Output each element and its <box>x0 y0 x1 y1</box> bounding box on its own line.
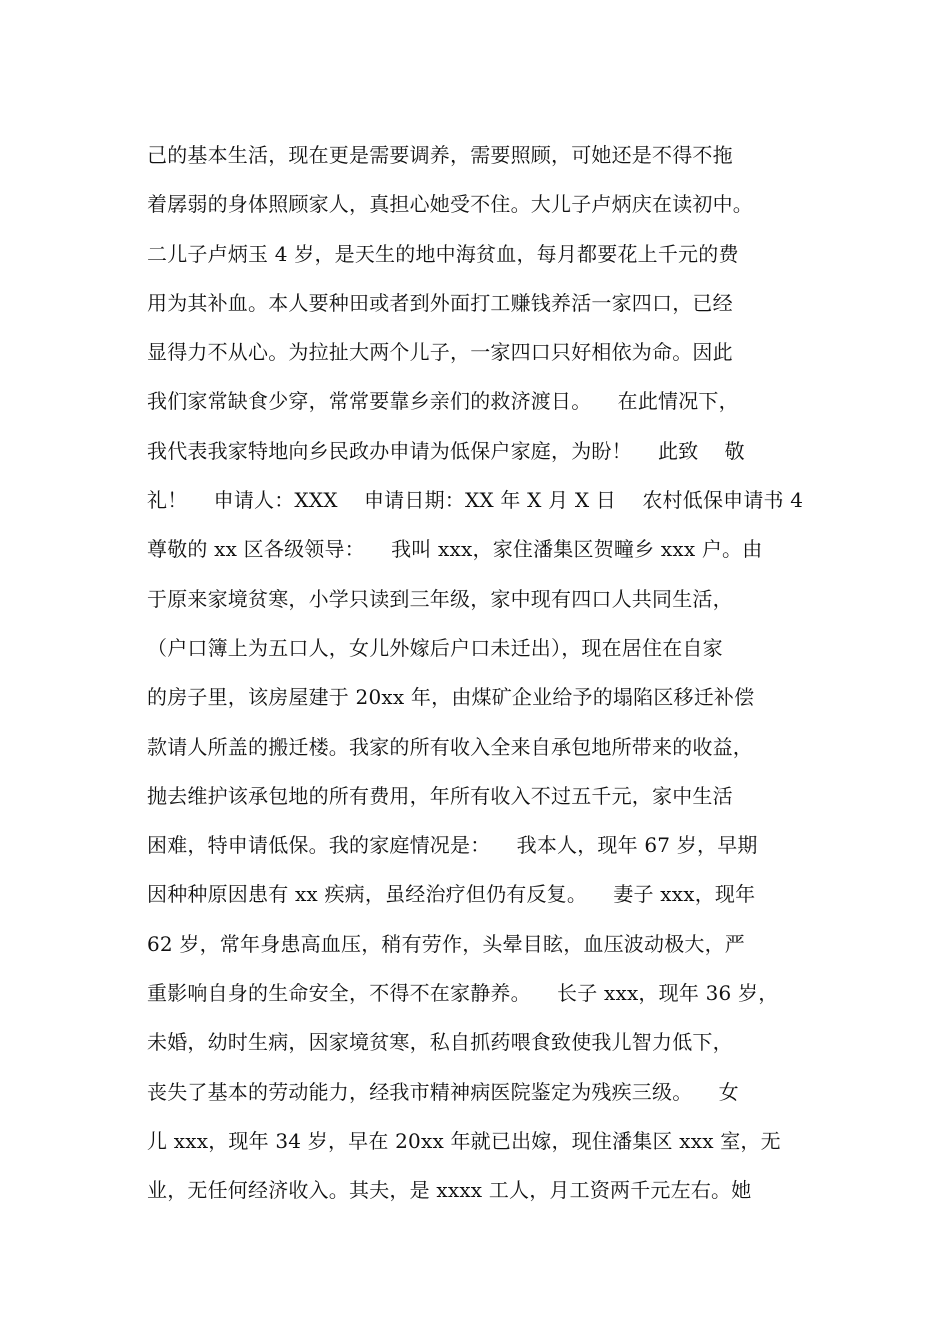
text-line: 我们家常缺食少穿，常常要靠乡亲们的救济渡日。 在此情况下， <box>147 389 739 414</box>
text-line: 于原来家境贫寒，小学只读到三年级，家中现有四口人共同生活， <box>147 586 733 611</box>
text-line: 用为其补血。本人要种田或者到外面打工赚钱养活一家四口，已经 <box>147 290 733 315</box>
text-line: 丧失了基本的劳动能力，经我市精神病医院鉴定为残疾三级。 女 <box>147 1079 739 1104</box>
text-line: 未婚，幼时生病，因家境贫寒，私自抓药喂食致使我儿智力低下， <box>147 1030 733 1055</box>
text-line: 款请人所盖的搬迁楼。我家的所有收入全来自承包地所带来的收益， <box>147 734 753 759</box>
text-line: （户口簿上为五口人，女儿外嫁后户口未迁出），现在居住在自家 <box>147 635 723 660</box>
text-line: 尊敬的 xx 区各级领导： 我叫 xxx，家住潘集区贺疃乡 xxx 户。由 <box>147 537 763 562</box>
text-line: 重影响自身的生命安全，不得不在家静养。 长子 xxx，现年 36 岁， <box>147 981 779 1006</box>
text-line: 的房子里，该房屋建于 20xx 年，由煤矿企业给予的塌陷区移迁补偿 <box>147 685 755 710</box>
text-line: 着孱弱的身体照顾家人，真担心她受不住。大儿子卢炳庆在读初中。 <box>147 192 753 217</box>
text-line: 己的基本生活，现在更是需要调养，需要照顾，可她还是不得不拖 <box>147 143 733 167</box>
text-line: 62 岁，常年身患高血压，稍有劳作，头晕目眩，血压波动极大，严 <box>147 931 746 956</box>
text-line: 礼！ 申请人：XXX 申请日期：XX 年 X 月 X 日 农村低保申请书 4 <box>147 488 804 513</box>
text-line: 儿 xxx，现年 34 岁，早在 20xx 年就已出嫁，现住潘集区 xxx 室，无 <box>147 1128 781 1153</box>
text-line: 抛去维护该承包地的所有费用，年所有收入不过五千元，家中生活 <box>147 783 733 808</box>
text-line: 显得力不从心。为拉扯大两个儿子，一家四口只好相依为命。因此 <box>147 340 733 365</box>
text-line: 二儿子卢炳玉 4 岁，是天生的地中海贫血，每月都要花上千元的费 <box>147 241 739 266</box>
text-line: 困难，特申请低保。我的家庭情况是： 我本人，现年 67 岁，早期 <box>147 833 758 858</box>
text-line: 因种种原因患有 xx 疾病，虽经治疗但仍有反复。 妻子 xxx，现年 <box>147 882 756 907</box>
text-line: 我代表我家特地向乡民政办申请为低保户家庭，为盼！ 此致 敬 <box>147 438 745 463</box>
document-body <box>147 131 827 1216</box>
text-line: 业，无任何经济收入。其夫，是 xxxx 工人，月工资两千元左右。她 <box>147 1178 752 1203</box>
